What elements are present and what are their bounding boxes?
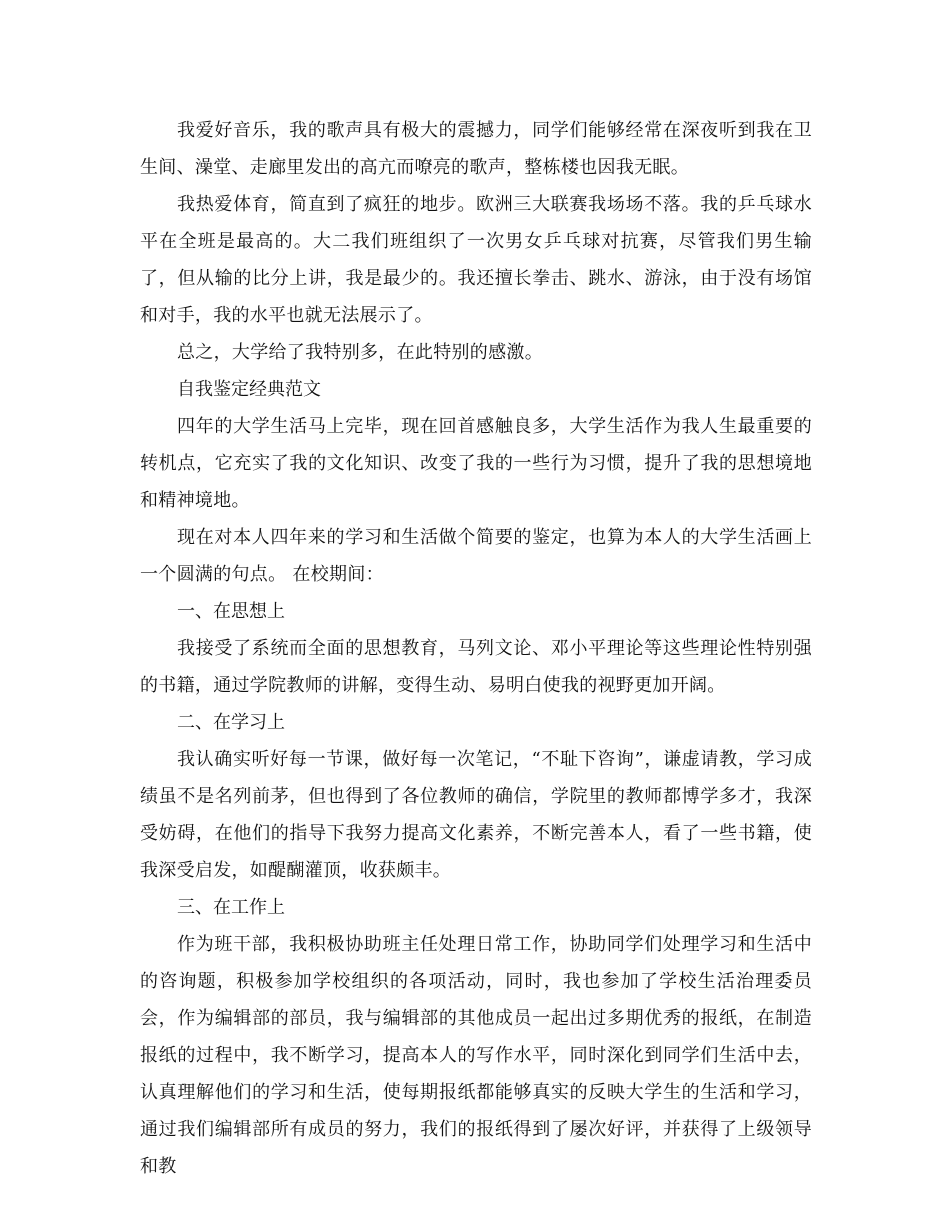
paragraph-gratitude: 总之，大学给了我特别多，在此特别的感激。	[177, 342, 543, 363]
paragraph-work: 作为班干部，我积极协助班主任处理日常工作，协助同学们处理学习和生活中的咨询题，积极参加学校组织的各项活动，同时，我也参加了学校生活治理委员会，作为编辑部的部员，我与编辑部的其他成员一起出过多期优秀的报纸，在制造报纸的过程中，我不断学习，提高本人的写作水平，同时深化到同学们生活中去，认真理解他们的学习和生活，使每期报纸都能够真实的反映大学生的生活和学习，通过我们编辑部所有成员的努力，我们的报纸得到了屡次好评，并获得了上级领导和教	[140, 934, 812, 1177]
heading-thought: 一、在思想上	[177, 601, 285, 622]
paragraph-intro: 四年的大学生活马上完毕，现在回首感触良多，大学生活作为我人生最重要的转机点，它充实了我的文化知识、改变了我的一些行为习惯，提升了我的思想境地和精神境地。	[140, 416, 812, 511]
paragraph-music: 我爱好音乐，我的歌声具有极大的震撼力，同学们能够经常在深夜听到我在卫生间、澡堂、走廊里发出的高亢而嘹亮的歌声，整栋楼也因我无眠。	[140, 120, 812, 178]
heading-work: 三、在工作上	[177, 897, 285, 918]
paragraph-summary: 现在对本人四年来的学习和生活做个简要的鉴定，也算为本人的大学生活画上一个圆满的句点。 在校期间：	[140, 527, 812, 585]
paragraph-study: 我认确实听好每一节课，做好每一次笔记，“不耻下咨询”，谦虚请教，学习成绩虽不是名列前茅，但也得到了各位教师的确信，学院里的教师都博学多才，我深受妨碍，在他们的指导下我努力提高文化素养，不断完善本人，看了一些书籍，使我深受启发，如醍醐灌顶，收获颇丰。	[140, 749, 812, 881]
paragraph-thought: 我接受了系统而全面的思想教育，马列文论、邓小平理论等这些理论性特别强的书籍，通过学院教师的讲解，变得生动、易明白使我的视野更加开阔。	[140, 638, 812, 696]
heading-study: 二、在学习上	[177, 712, 285, 733]
paragraph-sports: 我热爱体育，简直到了疯狂的地步。欧洲三大联赛我场场不落。我的乒乓球水平在全班是最高的。大二我们班组织了一次男女乒乓球对抗赛，尽管我们男生输了，但从输的比分上讲，我是最少的。我还擅长拳击、跳水、游泳，由于没有场馆和对手，我的水平也就无法展示了。	[140, 194, 812, 326]
section-title: 自我鉴定经典范文	[177, 379, 321, 400]
document-body	[140, 112, 812, 1185]
